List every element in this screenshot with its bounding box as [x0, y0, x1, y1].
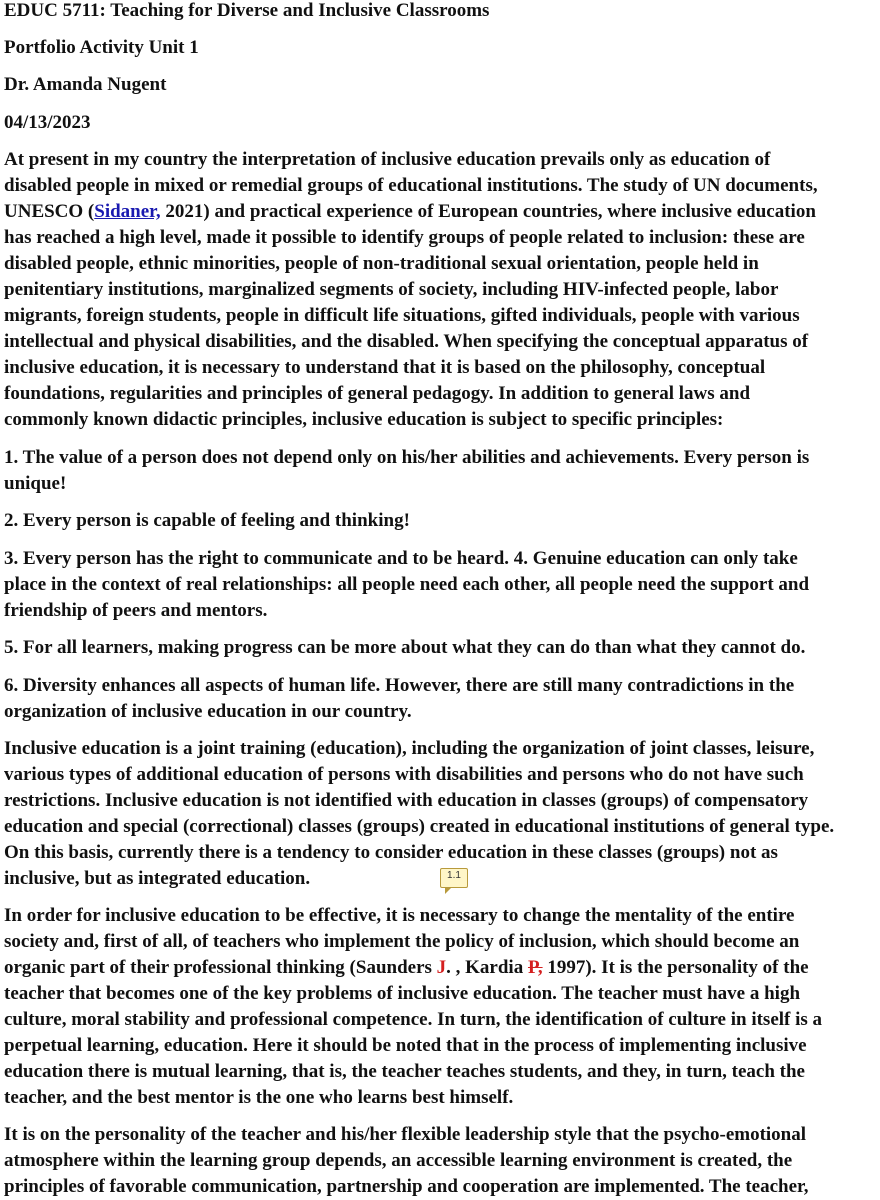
- paragraph-line: various types of additional education of persons with disabilities and persons who do not have such: [4, 764, 804, 785]
- principle-line: friendship of peers and mentors.: [4, 600, 268, 621]
- paragraph-line: intellectual and physical disabilities, and the disabled. When specifying the conceptual apparatus of: [4, 331, 809, 352]
- paragraph-line: education and special (correctional) classes (groups) created in educational institutions of general type.: [4, 816, 835, 837]
- paragraph-line: education there is mutual learning, that is, the teacher teaches students, and they, in turn, teach the: [4, 1061, 805, 1082]
- comment-marker-icon[interactable]: 1.1: [440, 868, 468, 888]
- paragraph-line: inclusive education, it is necessary to understand that it is based on the philosophy, conceptual: [4, 357, 766, 378]
- paragraph-line: migrants, foreign students, people in difficult life situations, gifted individuals, people with various: [4, 305, 800, 326]
- paragraph-line: organic part of their professional thinking (Saunders J. , Kardia P, 1997). It is the personality of the: [4, 957, 809, 978]
- paragraph-line: disabled people, ethnic minorities, people of non-traditional sexual orientation, people held in: [4, 253, 759, 274]
- principle-line: 3. Every person has the right to communicate and to be heard. 4. Genuine education can only take: [4, 548, 798, 569]
- principle-line: 6. Diversity enhances all aspects of human life. However, there are still many contradictions in the: [4, 675, 795, 696]
- paragraph-line: foundations, regularities and principles of general pedagogy. In addition to general laws and: [4, 383, 751, 404]
- paragraph-line: It is on the personality of the teacher and his/her flexible leadership style that the psycho-emotional: [4, 1124, 807, 1145]
- paragraph-line: In order for inclusive education to be effective, it is necessary to change the mentality of the entire: [4, 905, 795, 926]
- paragraph-line: culture, moral stability and professional competence. In turn, the identification of culture in itself is a: [4, 1009, 823, 1030]
- assignment-title: Portfolio Activity Unit 1: [4, 37, 199, 58]
- paragraph-line: perpetual learning, education. Here it should be noted that in the process of implementing inclusive: [4, 1035, 807, 1056]
- paragraph-line: penitentiary institutions, marginalized segments of society, including HIV-infected people, labor: [4, 279, 779, 300]
- instructor-name: Dr. Amanda Nugent: [4, 74, 167, 95]
- paragraph-line: restrictions. Inclusive education is not identified with education in classes (groups) of compensatory: [4, 790, 809, 811]
- paragraph-line: teacher, and the best mentor is the one who learns best himself.: [4, 1087, 514, 1108]
- principle-line: 5. For all learners, making progress can be more about what they can do than what they cannot do.: [4, 637, 806, 658]
- paragraph-line: teacher that becomes one of the key problems of inclusive education. The teacher must have a high: [4, 983, 801, 1004]
- paragraph-line: On this basis, currently there is a tendency to consider education in these classes (groups) not as: [4, 842, 778, 863]
- paragraph-line: society and, first of all, of teachers who implement the policy of inclusion, which should become an: [4, 931, 800, 952]
- insertion-mark[interactable]: J: [436, 957, 447, 978]
- paragraph-line: inclusive, but as integrated education.: [4, 868, 311, 889]
- paragraph-line: disabled people in mixed or remedial groups of educational institutions. The study of UN documents,: [4, 175, 818, 196]
- paragraph-line: At present in my country the interpretation of inclusive education prevails only as education of: [4, 149, 771, 170]
- deletion-mark[interactable]: P,: [527, 957, 543, 978]
- paragraph-line: Inclusive education is a joint training (education), including the organization of joint classes, leisure,: [4, 738, 815, 759]
- principle-line: unique!: [4, 473, 67, 494]
- principle-line: 1. The value of a person does not depend only on his/her abilities and achievements. Every person is: [4, 447, 810, 468]
- principle-line: organization of inclusive education in our country.: [4, 701, 412, 722]
- course-title: EDUC 5711: Teaching for Diverse and Inclusive Classrooms: [4, 0, 490, 21]
- paragraph-line: atmosphere within the learning group depends, an accessible learning environment is created, the: [4, 1150, 793, 1171]
- citation-link-sidaner[interactable]: Sidaner,: [94, 201, 161, 222]
- principle-line: place in the context of real relationships: all people need each other, all people need the support and: [4, 574, 810, 595]
- submission-date: 04/13/2023: [4, 112, 91, 133]
- principle-line: 2. Every person is capable of feeling and thinking!: [4, 510, 410, 531]
- paragraph-line: UNESCO (Sidaner, 2021) and practical experience of European countries, where inclusive education: [4, 201, 816, 222]
- paragraph-line: commonly known didactic principles, inclusive education is subject to specific principles:: [4, 409, 724, 430]
- paragraph-line: principles of favorable communication, partnership and cooperation are implemented. The teacher,: [4, 1176, 809, 1197]
- paragraph-line: has reached a high level, made it possible to identify groups of people related to inclusion: these are: [4, 227, 805, 248]
